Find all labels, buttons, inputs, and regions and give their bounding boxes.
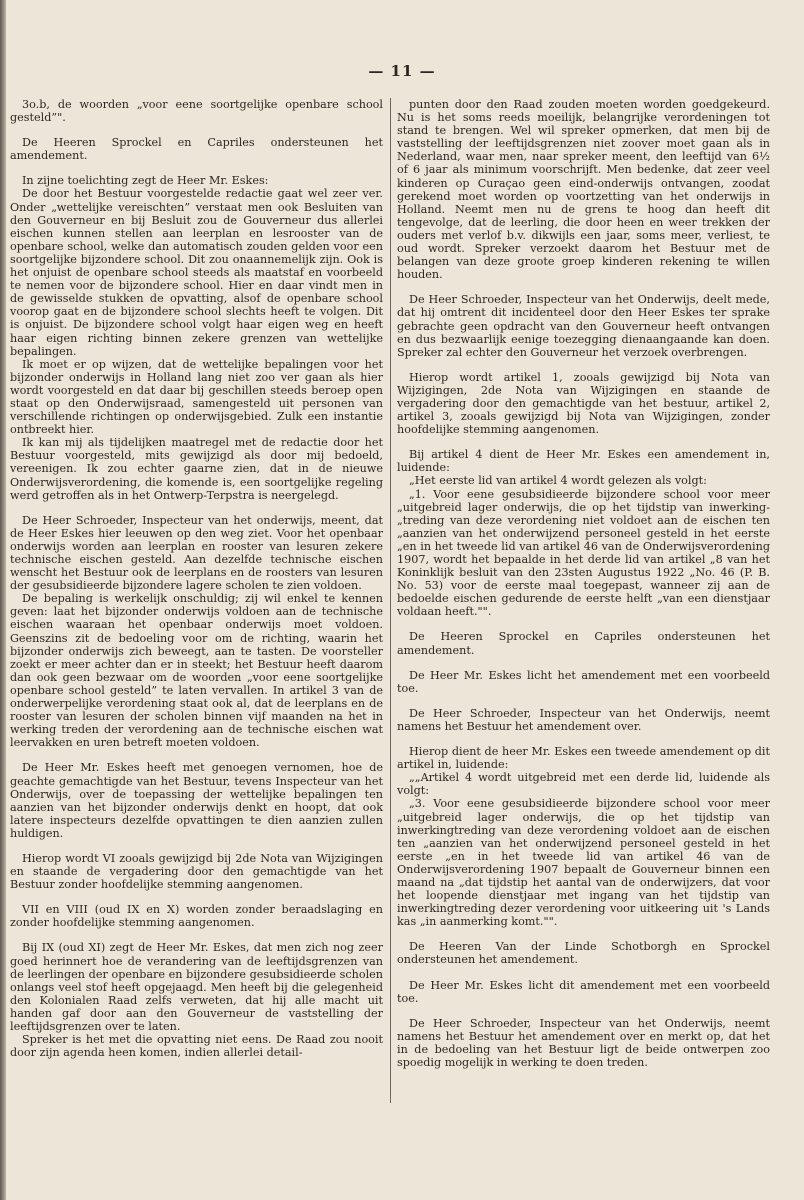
left-column: [10, 98, 383, 1108]
column-divider: [390, 98, 391, 1103]
paragraph: 3o.b, de woorden „voor eene soortgelijke openbare school gesteld”".: [10, 98, 383, 125]
paragraph: „Het eerste lid van artikel 4 wordt gelezen als volgt:: [409, 474, 707, 488]
paragraph: De Heer Schroeder, Inspecteur van het Onderwijs, neemt namens het Bestuur het amendement over.: [397, 706, 770, 733]
paragraph: Hierop wordt artikel 1, zooals gewijzigd bij Nota van Wijzigingen, 2de Nota van Wijzigingen en staande de vergadering door den gemachtigde van het bestuur, artikel 2, artikel 3, zooals gewijzigd bij Nota van Wijzigingen, zonder hoofdelijke stemming aangenomen.: [397, 370, 770, 437]
paragraph: De Heer Mr. Eskes licht dit amendement met een voorbeeld toe.: [397, 978, 770, 1005]
paragraph: Hierop wordt VI zooals gewijzigd bij 2de Nota van Wijzigingen en staande de vergadering door den gemachtigde van het Bestuur zonder hoofdelijke stemming aangenomen.: [10, 851, 383, 892]
paragraph: De door het Bestuur voorgestelde redactie gaat wel zeer ver. Onder „wettelijke vereischten” verstaat men ook Besluiten van den Gouverneur en bij Besluit zou de Gouverneur dus allerlei eischen kunnen stellen aan leerplan en lesrooster van de openbare school, welke dan automatisch zouden gelden voor een soortgelijke bijzondere school. Dit zou onaannemelijk zijn. Ook is het onjuist de openbare school steeds als maatstaf en voorbeeld te nemen voor de bijzondere school. Hier en daar vindt men in de gewisselde stukken de opvatting, alsof de openbare school voorop gaat en de bijzondere school slechts heeft te volgen. Dit is onjuist. De bijzondere school volgt haar eigen weg en heeft haar eigen richting binnen zekere grenzen van wettelijke bepalingen.: [10, 187, 383, 358]
paragraph: De bepaling is werkelijk onschuldig; zij wil enkel te kennen geven: laat het bijzonder onderwijs voldoen aan de technische eischen waaraan het openbaar onderwijs moet voldoen. Geenszins zit de bedoeling voor om de richting, waarin het bijzonder onderwijs zich beweegt, aan te tasten. De voorsteller zoekt er meer achter dan er in steekt; het Bestuur heeft daarom dan ook geen bezwaar om de woorden „voor eene soortgelijke openbare school gesteld” te laten vervallen. In artikel 3 van de onderwerpelijke verordening staat ook al, dat de leerplans en de rooster van lesuren der scholen binnen vijf maanden na het in werking treden der verordening aan de technische eischen wat leervakken en uren betreft moeten voldoen.: [10, 592, 383, 750]
paragraph: In zijne toelichting zegt de Heer Mr. Eskes:: [22, 174, 269, 188]
paragraph: „1. Voor eene gesubsidieerde bijzondere school voor meer „uitgebreid lager onderwijs, die op het tijdstip van inwerking-„treding van deze verordening niet voldoet aan de eischen ten „aanzien van het onderwijzend personeel gesteld in het eerste „en in het tweede lid van artikel 46 van de Onderwijsverordening 1907, wordt het bepaalde in het derde lid van artikel „8 van het Koninklijk besluit van den 23sten Augustus 1922 „No. 46 (P. B. No. 53) voor de eerste maal toegepast, wanneer zij aan de bedoelde eischen gedurende de eerste helft „van een dienstjaar voldaan heeft."".: [397, 487, 770, 619]
paragraph: Hierop dient de heer Mr. Eskes een tweede amendement op dit artikel in, luidende:: [397, 745, 770, 772]
paragraph: De Heer Schroeder, Inspecteur van het onderwijs, meent, dat de Heer Eskes hier leeuwen op den weg ziet. Voor het openbaar onderwijs worden aan leerplan en rooster van lesuren zekere technische eischen gesteld. Aan dezelfde technische eischen wenscht het Bestuur ook de leerplans en de roosters van lesuren der gesubsidieerde bijzondere lagere scholen te zien voldoen.: [10, 513, 383, 593]
paragraph: De Heer Mr. Eskes heeft met genoegen vernomen, hoe de geachte gemachtigde van het Bestuur, tevens Inspecteur van het Onderwijs, over de toepassing der wettelijke bepalingen ten aanzien van het bijzonder onderwijs denkt en hoopt, dat ook latere inspecteurs dezelfde opvattingen te dien aanzien zullen huldigen.: [10, 761, 383, 840]
paragraph: De Heeren Sprockel en Capriles ondersteunen het amendement.: [10, 136, 383, 163]
right-column: [397, 98, 770, 1108]
paragraph: Bij IX (oud XI) zegt de Heer Mr. Eskes, dat men zich nog zeer goed herinnert hoe de verandering van de leeftijdsgrenzen van de leerlingen der openbare en bijzondere gesubsidieerde scholen onlangs veel stof heeft opgejaagd. Men heeft bij die gelegenheid den Kolonialen Raad zelfs verweten, dat hij alle macht uit handen gaf door aan den Gouverneur de vaststelling der leeftijdsgrenzen over te laten.: [10, 941, 383, 1033]
page-number: — 11 —: [368, 62, 436, 80]
paragraph: VII en VIII (oud IX en X) worden zonder beraadslaging en zonder hoofdelijke stemming aangenomen.: [10, 903, 383, 930]
paragraph: Bij artikel 4 dient de Heer Mr. Eskes een amendement in, luidende:: [397, 448, 770, 475]
paragraph: Ik kan mij als tijdelijken maatregel met de redactie door het Bestuur voorgesteld, mits gewijzigd als door mij bedoeld, vereenigen. Ik zou echter gaarne zien, dat in de nieuwe Onderwijsverordening, die komende is, een soortgelijke regeling werd getroffen als in het Ontwerp-Terpstra is neergelegd.: [10, 436, 383, 502]
paragraph: „„Artikel 4 wordt uitgebreid met een derde lid, luidende als volgt:: [397, 771, 770, 798]
paragraph: De Heeren Van der Linde Schotborgh en Sprockel ondersteunen het amendement.: [397, 940, 770, 967]
paragraph: „3. Voor eene gesubsidieerde bijzondere school voor meer „uitgebreid lager onderwijs, die op het tijdstip van inwerkingtreding van deze verordening voldoet aan de eischen ten „aanzien van het onderwijzend personeel gesteld in het eerste „en in het tweede lid van artikel 46 van de Onderwijsverordening 1907 bepaalt de Gouverneur binnen een maand na „dat tijdstip het aantal van de onderwijzers, dat voor het loopende dienstjaar met ingang van het tijdstip van inwerkingtreding dezer verordening voor uitkeering uit 's Lands kas „in aanmerking komt."".: [397, 797, 770, 929]
paragraph: De Heer Schroeder, Inspecteur van het Onderwijs, deelt mede, dat hij omtrent dit incidenteel door den Heer Eskes ter sprake gebrachte geen opdracht van den Gouverneur heeft ontvangen en dus bezwaarlijk eenige toezegging dienaangaande kan doen. Spreker zal echter den Gouverneur het verzoek overbrengen.: [397, 293, 770, 359]
paragraph: Spreker is het met die opvatting niet eens. De Raad zou nooit door zijn agenda heen komen, indien allerlei detail-: [10, 1033, 383, 1060]
paragraph: De Heer Mr. Eskes licht het amendement met een voorbeeld toe.: [397, 668, 770, 695]
paragraph: punten door den Raad zouden moeten worden goedgekeurd. Nu is het soms reeds moeilijk, belangrijke verordeningen tot stand te brengen. Wel wil spreker opmerken, dat men bij de vaststelling der leeftijdsgrenzen niet zoover moet gaan als in Nederland, waar men, naar spreker meent, den leeftijd van 6½ of 6 jaar als minimum voorschrijft. Men bedenke, dat zeer veel kinderen op Curaçao geen eind-onderwijs ontvangen, zoodat gerekend moet worden op voortzetting van het onderwijs in Holland. Neemt men nu de grens te hoog dan heeft dit tengevolge, dat de leerling, die door heen en weer trekken der ouders met verlof b.v. dikwijls een jaar, soms meer, verliest, te oud wordt. Spreker verzoekt daarom het Bestuur met de belangen van deze groote groep kinderen rekening te willen houden.: [397, 98, 770, 282]
paragraph: De Heer Schroeder, Inspecteur van het Onderwijs, neemt namens het Bestuur het amendement over en merkt op, dat het in de bedoeling van het Bestuur ligt de beide ontwerpen zoo spoedig mogelijk in werking te doen treden.: [397, 1016, 770, 1069]
paragraph: Ik moet er op wijzen, dat de wettelijke bepalingen voor het bijzonder onderwijs in Holland lang niet zoo ver gaan als hier wordt voorgesteld en dat daar bij geschillen steeds beroep open staat op den Onderwijsraad, samengesteld uit personen van verschillende richtingen op onderwijsgebied. Zulk een instantie ontbreekt hier.: [10, 357, 383, 437]
page-edge: [0, 0, 6, 1200]
paragraph: De Heeren Sprockel en Capriles ondersteunen het amendement.: [397, 630, 770, 657]
